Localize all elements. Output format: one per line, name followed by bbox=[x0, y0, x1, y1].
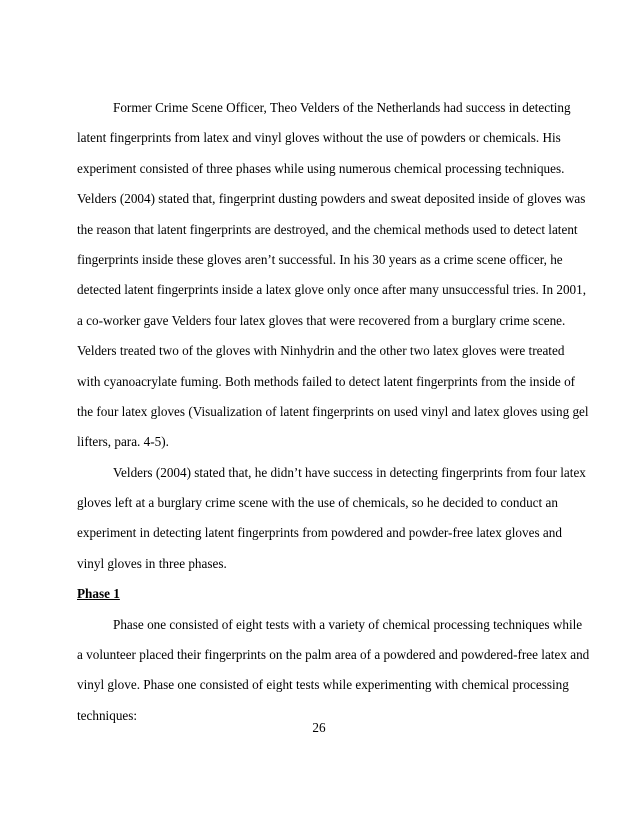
paragraph-experiment-overview bbox=[77, 458, 586, 580]
page-number: 26 bbox=[312, 720, 326, 735]
text-line: with cyanoacrylate fuming. Both methods failed to detect latent fingerprints from the inside of bbox=[77, 373, 576, 389]
text-line: vinyl glove. Phase one consisted of eight tests while experimenting with chemical processing bbox=[77, 677, 569, 693]
text-line: fingerprints inside these gloves aren’t successful. In his 30 years as a crime scene officer, he bbox=[77, 251, 563, 267]
body-text bbox=[77, 93, 590, 731]
section-heading: Phase 1 bbox=[77, 586, 120, 602]
text-line: latent fingerprints from latex and vinyl gloves without the use of powders or chemicals. His bbox=[77, 130, 561, 146]
paragraph-phase-one bbox=[77, 610, 590, 732]
text-line: vinyl gloves in three phases. bbox=[77, 555, 227, 571]
section-heading-phase-1 bbox=[77, 579, 561, 609]
text-line: detected latent fingerprints inside a latex glove only once after many unsuccessful tries. In 2001, bbox=[77, 282, 587, 298]
text-line: a volunteer placed their fingerprints on the palm area of a powdered and powdered-free latex and bbox=[77, 647, 590, 663]
text-line: experiment in detecting latent fingerprints from powdered and powder-free latex gloves and bbox=[77, 525, 562, 541]
text-line: a co-worker gave Velders four latex gloves that were recovered from a burglary crime scene. bbox=[77, 312, 566, 328]
text-line: Velders treated two of the gloves with Ninhydrin and the other two latex gloves were treated bbox=[77, 343, 565, 359]
paragraph-velders-background bbox=[77, 93, 589, 458]
text-line: experiment consisted of three phases while using numerous chemical processing techniques. bbox=[77, 160, 565, 176]
text-line: techniques: bbox=[77, 707, 138, 723]
text-line: lifters, para. 4-5). bbox=[77, 434, 169, 450]
text-line: Velders (2004) stated that, he didn’t have success in detecting fingerprints from four latex bbox=[113, 464, 586, 480]
text-line: gloves left at a burglary crime scene with the use of chemicals, so he decided to conduct an bbox=[77, 495, 558, 511]
text-line: Former Crime Scene Officer, Theo Velders of the Netherlands had success in detecting bbox=[113, 100, 571, 115]
text-line: Velders (2004) stated that, fingerprint dusting powders and sweat deposited inside of gloves was bbox=[77, 191, 586, 207]
text-line: Phase one consisted of eight tests with a variety of chemical processing techniques while bbox=[113, 616, 583, 632]
text-line: the four latex gloves (Visualization of latent fingerprints on used vinyl and latex gloves using gel bbox=[77, 403, 589, 419]
text-line: the reason that latent fingerprints are destroyed, and the chemical methods used to detect latent bbox=[77, 221, 578, 237]
